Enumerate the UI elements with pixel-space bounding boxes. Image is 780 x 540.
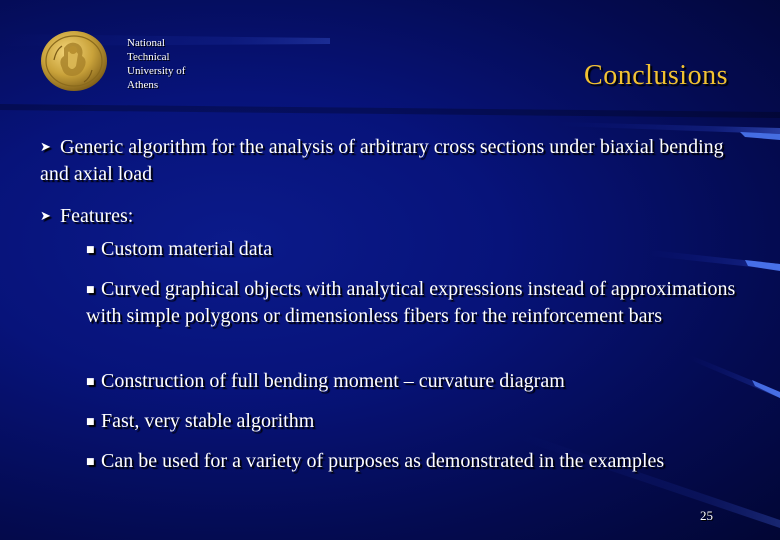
arrow-bullet-icon: ➤ — [40, 140, 51, 155]
feature-item — [86, 276, 746, 329]
feature-text: Can be used for a variety of purposes as demonstrated in the examples — [101, 450, 665, 472]
slide-title: Conclusions — [584, 60, 728, 91]
page-number: 25 — [700, 508, 713, 523]
institution-name — [127, 36, 185, 92]
feature-item — [86, 408, 746, 435]
feature-text: Fast, very stable algorithm — [101, 410, 315, 432]
square-bullet-icon: ■ — [86, 457, 95, 467]
institution-line-2: Technical — [127, 51, 170, 63]
feature-item — [86, 236, 746, 263]
square-bullet-icon: ■ — [86, 285, 95, 295]
institution-line-4: Athens — [127, 79, 159, 91]
feature-text: Custom material data — [101, 238, 273, 260]
square-bullet-icon: ■ — [86, 417, 95, 427]
institution-line-3: University of — [127, 65, 186, 77]
feature-item — [86, 448, 746, 475]
bullet-features — [40, 203, 133, 230]
bullet-generic-algorithm — [40, 134, 740, 188]
institution-line-1: National — [127, 37, 165, 49]
arrow-bullet-icon: ➤ — [40, 209, 51, 224]
bullet-text: Features: — [60, 205, 134, 227]
square-bullet-icon: ■ — [86, 245, 95, 255]
square-bullet-icon: ■ — [86, 377, 95, 387]
bullet-text: Generic algorithm for the analysis of arbitrary cross sections under biaxial bending and axial load — [40, 136, 724, 185]
feature-item — [86, 368, 746, 395]
feature-text: Curved graphical objects with analytical expressions instead of approximations with simple polygons or dimensionless fibers for the reinforcement bars — [86, 278, 736, 327]
coin-seal-logo — [40, 30, 108, 92]
feature-text: Construction of full bending moment – curvature diagram — [101, 370, 565, 392]
